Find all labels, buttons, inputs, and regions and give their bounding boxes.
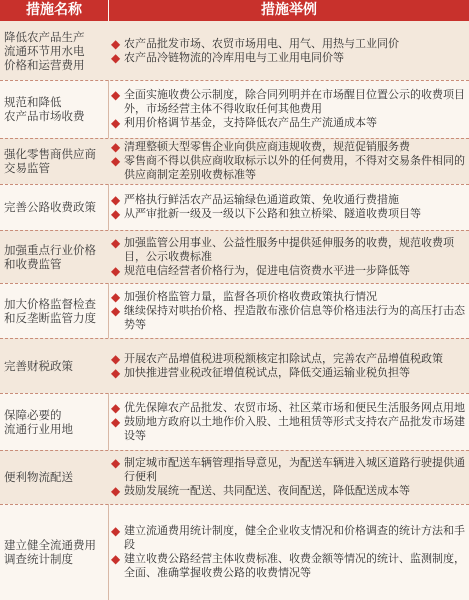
list-item [109, 456, 465, 484]
list-item [109, 401, 465, 415]
list-item [109, 552, 465, 580]
list-item [109, 140, 465, 154]
example-text: 农产品批发市场、农贸市场用电、用气、用热与工业同价 [124, 36, 399, 50]
example-text: 利用价格调节基金，支持降低农产品生产流通成本等 [124, 116, 377, 129]
measure-name: 加强重点行业价格 和收费监管 [4, 242, 96, 271]
diamond-bullet-icon: ◆ [111, 351, 121, 366]
list-item [109, 352, 465, 366]
example-text: 农产品冷链物流的冷库用电与工业用电同价等 [124, 50, 344, 64]
list-item [109, 264, 465, 278]
row-divider [0, 80, 469, 81]
example-text: 加强监管公用事业、公益性服务中提供延伸服务的收费，规范收费项目，公示收费标准 [124, 235, 454, 263]
example-text: 鼓励地方政府以土地作价入股、土地租赁等形式支持农产品批发市场建设等 [124, 414, 465, 442]
list-item [109, 366, 465, 380]
diamond-bullet-icon: ◆ [111, 193, 121, 207]
example-text: 规范电信经营者价格行为，促进电信资费水平进一步降低等 [124, 263, 410, 277]
measure-examples [109, 393, 465, 450]
table-row [0, 504, 469, 600]
measure-examples [109, 184, 465, 230]
example-text: 继续保持对哄抬价格、捏造散布涨价信息等价格违法行为的高压打击态势等 [124, 303, 465, 331]
diamond-bullet-icon: ◆ [111, 88, 121, 102]
diamond-bullet-icon: ◆ [111, 36, 121, 51]
measure-name: 规范和降低 农产品市场收费 [4, 95, 85, 123]
measure-name: 建立健全流通费用 调查统计制度 [4, 538, 96, 566]
header-measure-name: 措施名称 [0, 0, 108, 21]
table-row [0, 283, 469, 338]
diamond-bullet-icon: ◆ [111, 235, 121, 250]
diamond-bullet-icon: ◆ [111, 116, 121, 130]
measure-name: 保障必要的 流通行业用地 [4, 407, 73, 436]
example-text: 优先保障农产品批发、农贸市场、社区菜市场和便民生活服务网点用地 [124, 400, 465, 414]
example-text: 建立流通费用统计制度，健全企业收支情况和价格调查的统计方法和手段 [124, 524, 465, 551]
list-item [109, 524, 465, 552]
header-measure-examples: 措施举例 [109, 0, 469, 21]
diamond-bullet-icon: ◆ [111, 524, 121, 538]
row-divider [0, 184, 469, 185]
row-divider [0, 283, 469, 284]
diamond-bullet-icon: ◆ [111, 50, 121, 65]
example-text: 制定城市配送车辆管理指导意见，为配送车辆进入城区道路行驶提供通行便利 [124, 456, 465, 483]
measure-examples [109, 504, 465, 600]
diamond-bullet-icon: ◆ [111, 303, 121, 318]
measure-examples [109, 230, 465, 283]
table-row [0, 338, 469, 393]
list-item [109, 207, 465, 221]
measure-examples [109, 283, 465, 338]
example-text: 加快推进营业税改征增值税试点，降低交通运输业税负担等 [124, 365, 410, 379]
list-item [109, 304, 465, 332]
row-divider [0, 504, 469, 505]
list-item [109, 484, 465, 498]
diamond-bullet-icon: ◆ [111, 414, 121, 429]
measure-examples [109, 138, 465, 184]
diamond-bullet-icon: ◆ [111, 263, 121, 278]
diamond-bullet-icon: ◆ [111, 207, 121, 221]
list-item [109, 290, 465, 304]
example-text: 建立收费公路经营主体收费标准、收费金额等情况的统计、监测制度，全面、准确掌握收费公路的收费情况等 [124, 552, 465, 579]
diamond-bullet-icon: ◆ [111, 400, 121, 415]
list-item [109, 116, 465, 130]
diamond-bullet-icon: ◆ [111, 289, 121, 304]
list-item [109, 37, 465, 51]
diamond-bullet-icon: ◆ [111, 456, 121, 470]
diamond-bullet-icon: ◆ [111, 365, 121, 380]
example-text: 鼓励发展统一配送、共同配送、夜间配送，降低配送成本等 [124, 484, 410, 497]
list-item [109, 415, 465, 443]
measure-examples [109, 21, 465, 80]
list-item [109, 154, 465, 182]
table-row [0, 393, 469, 450]
measure-name: 加大价格监督检查 和反垄断监管力度 [4, 296, 96, 325]
measure-examples [109, 338, 465, 393]
measure-name: 完善财税政策 [4, 358, 73, 373]
example-text: 加强价格监管力量，监督各项价格收费政策执行情况 [124, 289, 377, 303]
list-item [109, 51, 465, 65]
table-row [0, 450, 469, 504]
measure-name: 完善公路收费政策 [4, 200, 96, 214]
example-text: 清理整顿大型零售企业向供应商违规收费，规范促销服务费 [124, 140, 410, 153]
example-text: 严格执行鲜活农产品运输绿色通道政策、免收通行费措施 [124, 193, 399, 206]
table-row [0, 138, 469, 184]
row-divider [0, 138, 469, 139]
example-text: 从严审批新一级及一级以下公路和独立桥梁、隧道收费项目等 [124, 207, 421, 220]
diamond-bullet-icon: ◆ [111, 154, 121, 168]
example-text: 零售商不得以供应商收取标示以外的任何费用，不得对交易条件相同的供应商制定差别收费标准等 [124, 154, 465, 181]
diamond-bullet-icon: ◆ [111, 552, 121, 566]
list-item [109, 193, 465, 207]
list-item [109, 88, 465, 116]
measure-examples [109, 450, 465, 504]
measure-name: 便利物流配送 [4, 470, 73, 484]
measure-name: 降低农产品生产 流通环节用水电 价格和运营费用 [4, 29, 85, 72]
table-row [0, 184, 469, 230]
measure-name: 强化零售商供应商 交易监管 [4, 147, 96, 175]
table-row [0, 80, 469, 138]
row-divider [0, 230, 469, 231]
example-text: 开展农产品增值税进项税额核定扣除试点，完善农产品增值税政策 [124, 351, 443, 365]
diamond-bullet-icon: ◆ [111, 140, 121, 154]
table-row [0, 230, 469, 283]
diamond-bullet-icon: ◆ [111, 484, 121, 498]
row-divider [0, 338, 469, 339]
row-divider [0, 393, 469, 394]
measure-examples [109, 80, 465, 138]
table-row [0, 21, 469, 80]
example-text: 全面实施收费公示制度，除合同列明并在市场醒目位置公示的收费项目外，市场经营主体不得收取任何其他费用 [124, 88, 465, 115]
row-divider [0, 450, 469, 451]
list-item [109, 236, 465, 264]
